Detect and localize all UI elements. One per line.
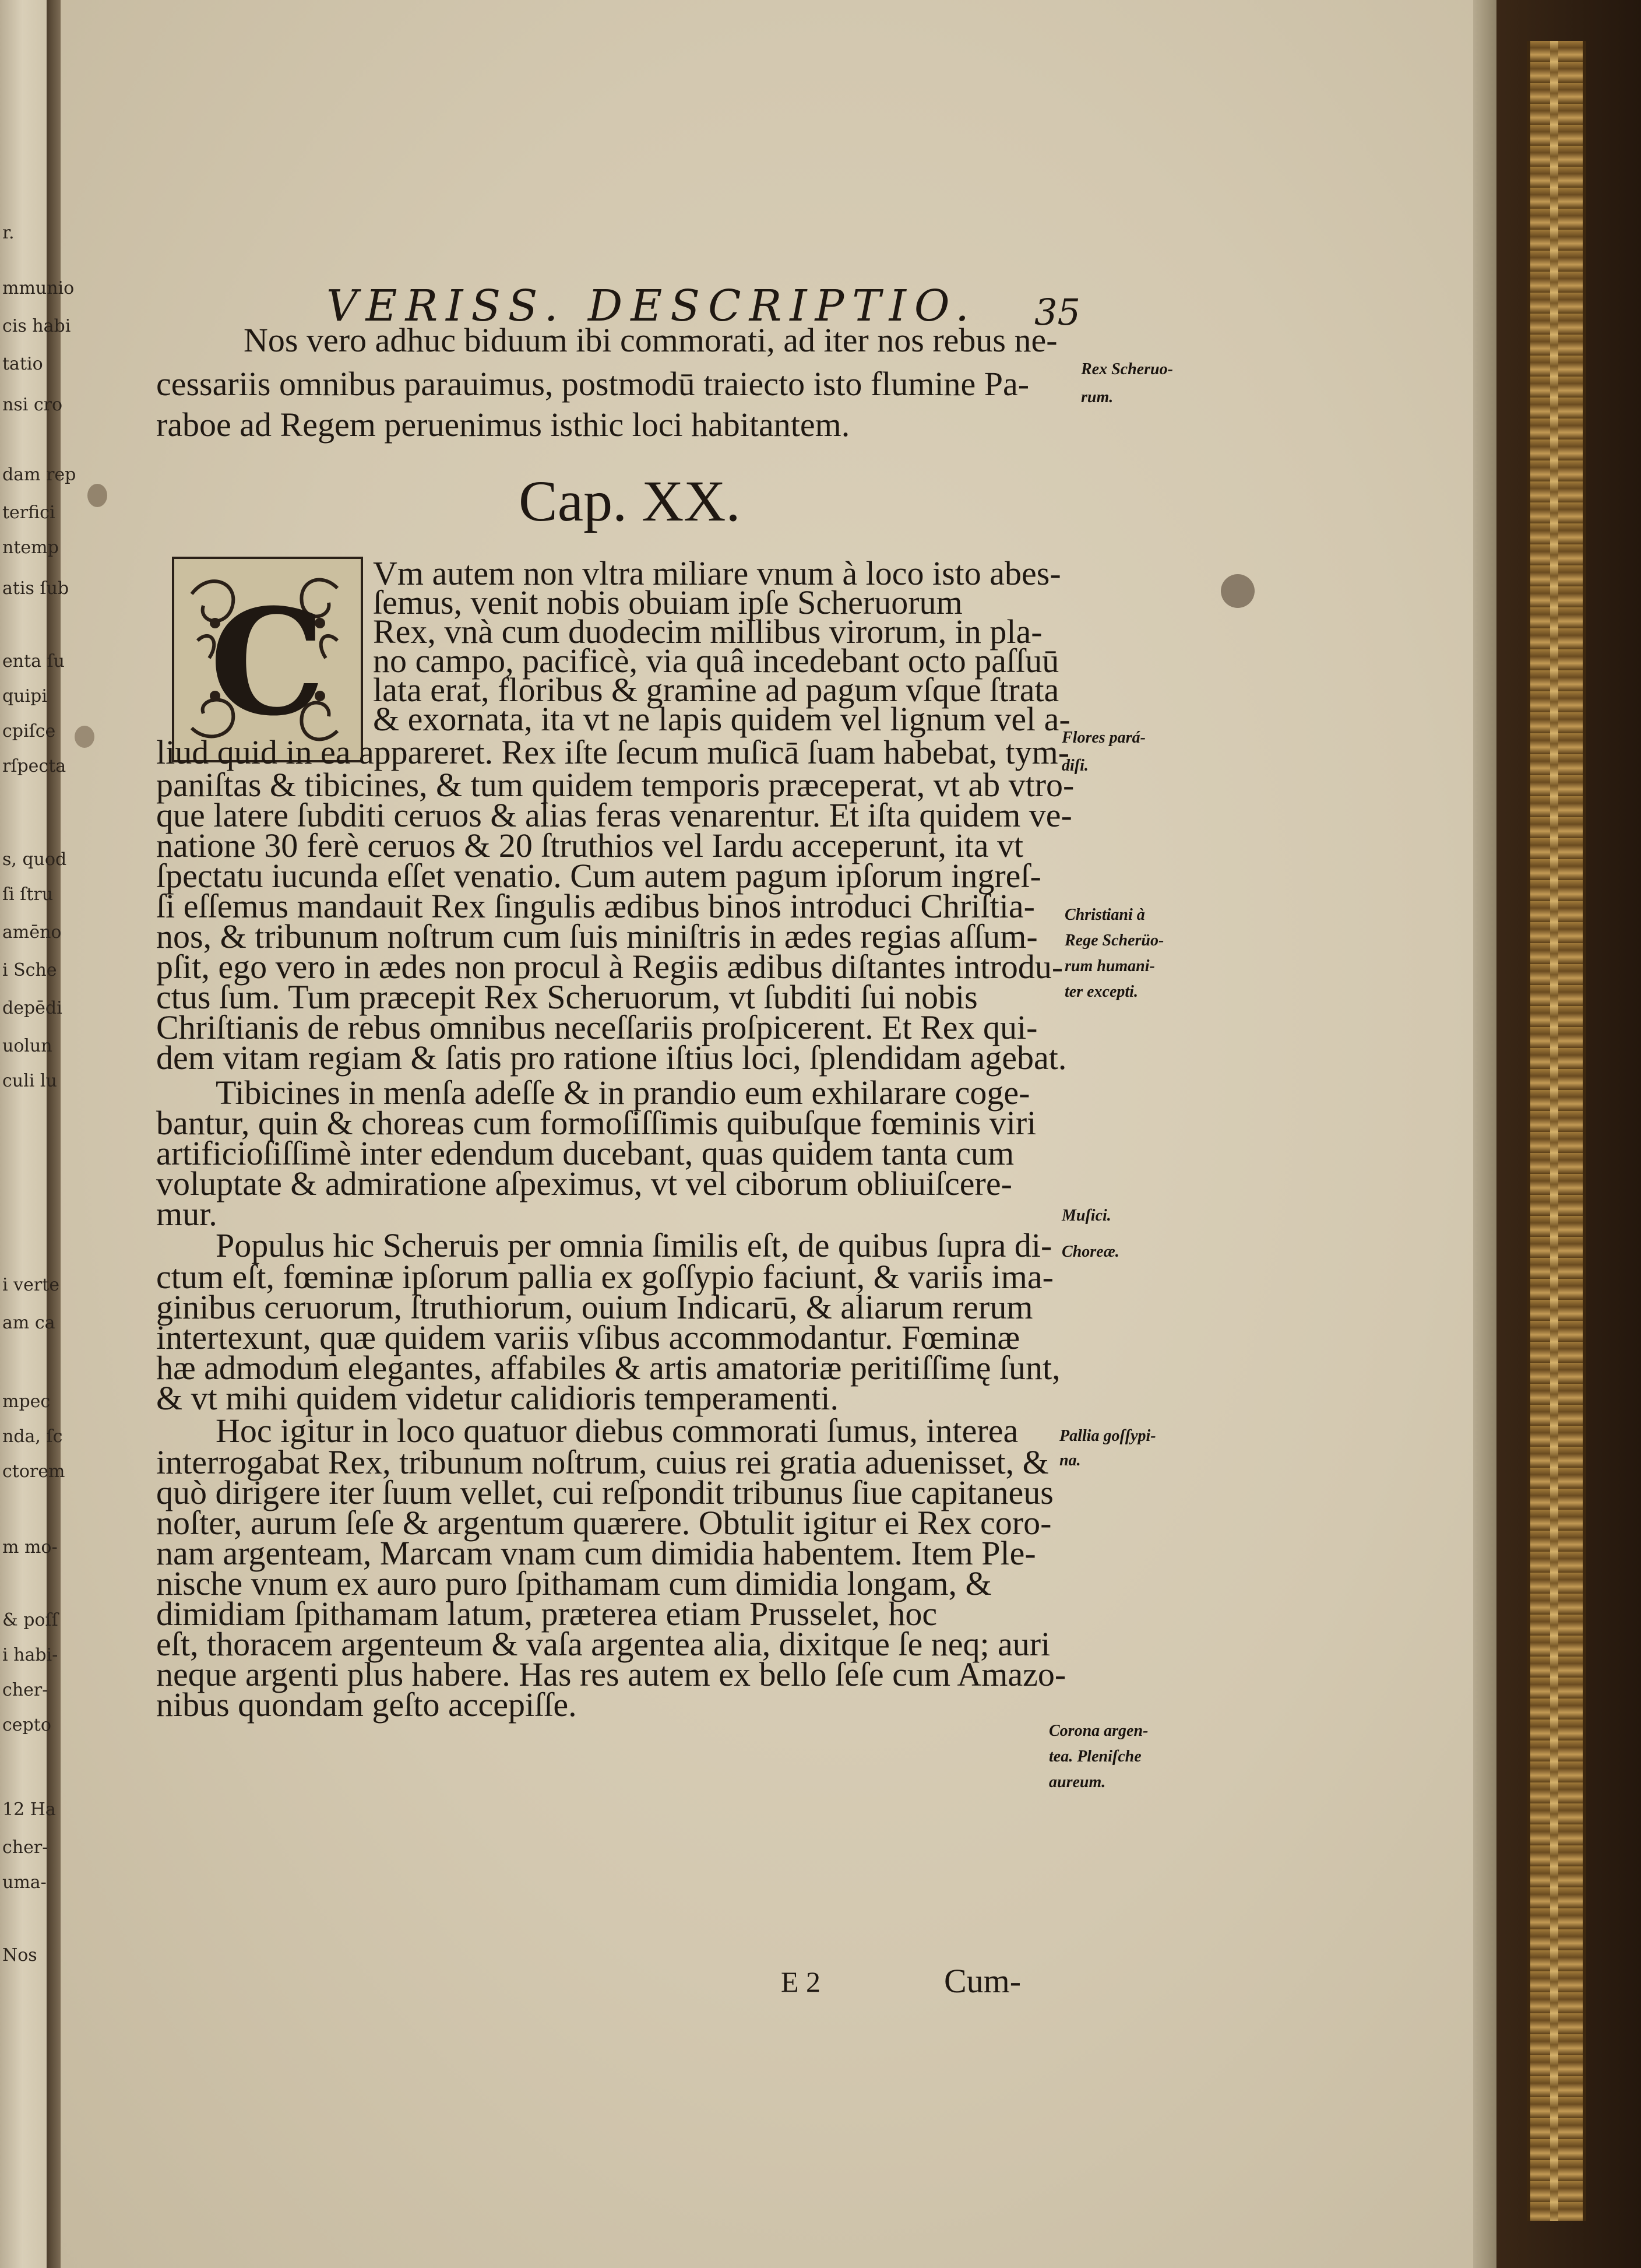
body-line: ſpectatu iucunda eſſet venatio. Cum autem pagum ipſorum ingreſ- <box>156 857 1041 895</box>
body-line: nische vnum ex auro puro ſpithamam cum dimidia longam, & <box>156 1564 992 1602</box>
initial-letter: C <box>209 576 326 748</box>
body-line: ſemus, venit nobis obuiam ipſe Scheruorum <box>373 583 963 621</box>
body-line: interrogabat Rex, tribunum noſtrum, cuius rei gratia aduenisset, & <box>156 1443 1049 1481</box>
left-page-fragment: uolun <box>2 1036 52 1056</box>
signature-mark: E 2 <box>781 1965 821 1998</box>
body-line: intertexunt, quæ quidem variis vſibus accommodantur. Fœminæ <box>156 1318 1020 1356</box>
intro-line: cessariis omnibus parauimus, postmodū traiecto isto flumine Pa- <box>156 365 1030 403</box>
body-line: dem vitam regiam & ſatis pro ratione iſtius loci, ſplendidam agebat. <box>156 1039 1067 1077</box>
body-line: ſi eſſemus mandauit Rex ſingulis ædibus binos introduci Chriſtia- <box>156 887 1035 925</box>
margin-note: Rege Scherüo- <box>1065 931 1164 950</box>
body-line: paniſtas & tibicines, & tum quidem temporis præceperat, vt ab vtro- <box>156 766 1075 804</box>
left-page-fragment: amēno <box>2 922 62 943</box>
body-line: no campo, pacificè, via quâ incedebant octo paſſuū <box>373 642 1059 680</box>
body-line: Chriſtianis de rebus omnibus neceſſariis proſpicerent. Et Rex qui- <box>156 1008 1038 1046</box>
body-line: Vm autem non vltra miliare vnum à loco isto abes- <box>373 554 1061 592</box>
body-line: & vt mihi quidem videtur calidioris temperamenti. <box>156 1379 839 1417</box>
left-page-fragment: ctorem <box>2 1461 65 1482</box>
intro-line: Nos vero adhuc biduum ibi commorati, ad iter nos rebus ne- <box>244 321 1058 359</box>
margin-note: Flores pará- <box>1062 729 1146 747</box>
body-line: Rex, vnà cum duodecim millibus virorum, in pla- <box>373 613 1043 650</box>
margin-note: Christiani à <box>1065 906 1145 924</box>
left-page-fragment: s, quod <box>2 849 67 870</box>
left-page-fragment: cher- <box>2 1837 48 1858</box>
body-line: bantur, quin & choreas cum formoſiſſimis quibuſque fœminis viri <box>156 1104 1037 1142</box>
margin-note: rum. <box>1081 388 1114 406</box>
left-page-fragment: 12 Ha <box>2 1799 56 1820</box>
margin-note: tea. Pleniſche <box>1049 1747 1142 1766</box>
body-line: mur. <box>156 1195 217 1233</box>
left-page-fragment: m mo- <box>2 1537 58 1557</box>
body-line: ctum eſt, fœminæ ipſorum pallia ex goſſypio faciunt, & variis ima- <box>156 1258 1054 1296</box>
body-line: Populus hic Scheruis per omnia ſimilis eſt, de quibus ſupra di- <box>216 1226 1052 1264</box>
fore-edge <box>1473 0 1496 2268</box>
left-page-fragment: quipi <box>2 686 47 706</box>
foxing-spot <box>87 484 107 507</box>
left-page-fragment: ſi ſtru <box>2 884 54 905</box>
initial-ornament <box>174 559 361 760</box>
left-page-fragment: culi lu <box>2 1071 57 1091</box>
left-page-fragment: depēdi <box>2 998 62 1018</box>
left-page-fragment: cher- <box>2 1680 48 1700</box>
margin-note: na. <box>1059 1451 1081 1469</box>
left-page-fragment: terfici <box>2 502 55 523</box>
left-page-fragment: uma- <box>2 1872 47 1893</box>
body-line: hæ admodum elegantes, affabiles & artis amatoriæ peritiſſimę ſunt, <box>156 1349 1061 1387</box>
body-line: ginibus ceruorum, ſtruthiorum, ouium Indicarū, & aliarum rerum <box>156 1288 1033 1326</box>
body-line: que latere ſubditi ceruos & alias feras venarentur. Et iſta quidem ve- <box>156 796 1072 834</box>
margin-note: Rex Scheruo- <box>1081 360 1173 378</box>
left-page-fragment: rſpecta <box>2 756 66 776</box>
body-line: quò dirigere iter ſuum vellet, cui reſpondit tribunus ſiue capitaneus <box>156 1474 1054 1511</box>
foxing-spot <box>75 726 94 748</box>
left-page-fragment: r. <box>2 223 15 243</box>
left-page-fragment: cis habi <box>2 316 71 336</box>
left-page-fragment: cepto <box>2 1715 51 1735</box>
margin-note: aureum. <box>1049 1773 1106 1791</box>
margin-note: Muſici. <box>1062 1207 1111 1225</box>
running-title: VERISS. DESCRIPTIO. <box>326 281 977 331</box>
catchword: Cum- <box>944 1962 1022 2000</box>
left-page-fragment: Nos <box>2 1945 37 1965</box>
body-line: lata erat, floribus & gramine ad pagum vſque ſtrata <box>373 671 1059 709</box>
left-page-fragment: nda, ſc <box>2 1426 63 1447</box>
margin-note: Choreæ. <box>1062 1243 1119 1261</box>
left-page-fragment: mmunio <box>2 278 75 298</box>
body-line: dimidiam ſpithamam latum, præterea etiam Prusselet, hoc <box>156 1595 938 1633</box>
body-line: eſt, thoracem argenteum & vaſa argentea alia, dixitque ſe neq; auri <box>156 1625 1051 1663</box>
decorated-initial <box>172 557 363 762</box>
body-line: Hoc igitur in loco quatuor diebus commorati ſumus, interea <box>216 1412 1019 1450</box>
body-line: nos, & tribunum noſtrum cum ſuis miniſtris in ædes regias aſſum- <box>156 917 1038 955</box>
left-page-fragment: & poſſ <box>2 1610 58 1630</box>
left-page-fragment: cpiſce <box>2 721 56 741</box>
left-page-fragment: ntemp <box>2 537 59 558</box>
margin-note: diſi. <box>1062 757 1089 775</box>
body-line: nibus quondam geſto accepiſſe. <box>156 1686 577 1724</box>
body-line: voluptate & admiratione aſpeximus, vt vel ciborum obliuiſcere- <box>156 1165 1012 1202</box>
left-page-fragment: enta ſu <box>2 651 65 671</box>
margin-note: Corona argen- <box>1049 1722 1149 1740</box>
body-line: & exornata, ita vt ne lapis quidem vel lignum vel a- <box>373 700 1070 738</box>
left-page-fragment: nsi cro <box>2 395 63 415</box>
body-line: nam argenteam, Marcam vnam cum dimidia habentem. Item Ple- <box>156 1534 1036 1572</box>
body-line: liud quid in ea appareret. Rex iſte ſecum muſicā ſuam habebat, tym- <box>156 733 1070 771</box>
left-page-fragment: mpec <box>2 1391 51 1412</box>
left-page-fragment: dam rep <box>2 465 76 485</box>
left-page-fragment: i habi- <box>2 1645 58 1665</box>
gilt-tooling-inner <box>1550 41 1558 2221</box>
intro-line: raboe ad Regem peruenimus isthic loci habitantem. <box>156 406 850 444</box>
margin-note: ter excepti. <box>1065 983 1138 1001</box>
left-page-fragment: i Sche <box>2 960 57 980</box>
body-line: natione 30 ferè ceruos & 20 ſtruthios vel Iardu acceperunt, ita vt <box>156 827 1024 864</box>
margin-note: Pallia goſſypi- <box>1059 1427 1156 1445</box>
left-page-fragment: atis ſub <box>2 578 69 599</box>
foxing-spot <box>1221 574 1255 608</box>
left-page-fragment: am ca <box>2 1313 55 1333</box>
body-line: neque argenti plus habere. Has res autem ex bello ſeſe cum Amazo- <box>156 1655 1066 1693</box>
left-page-fragment: tatio <box>2 354 43 374</box>
body-line: noſter, aurum ſeſe & argentum quærere. Obtulit igitur ei Rex coro- <box>156 1504 1052 1542</box>
left-page-fragment: i verte <box>2 1275 59 1295</box>
chapter-heading: Cap. XX. <box>519 469 741 533</box>
body-line: pſit, ego vero in ædes non procul à Regiis ædibus diſtantes introdu- <box>156 948 1064 986</box>
body-line: Tibicines in menſa adeſſe & in prandio eum exhilarare coge- <box>216 1074 1030 1112</box>
body-line: ctus ſum. Tum præcepit Rex Scheruorum, vt ſubditi ſui nobis <box>156 978 978 1016</box>
margin-note: rum humani- <box>1065 957 1155 975</box>
body-line: artificioſiſſimè inter edendum ducebant, quas quidem tanta cum <box>156 1134 1015 1172</box>
page-number: 35 <box>1034 291 1080 333</box>
